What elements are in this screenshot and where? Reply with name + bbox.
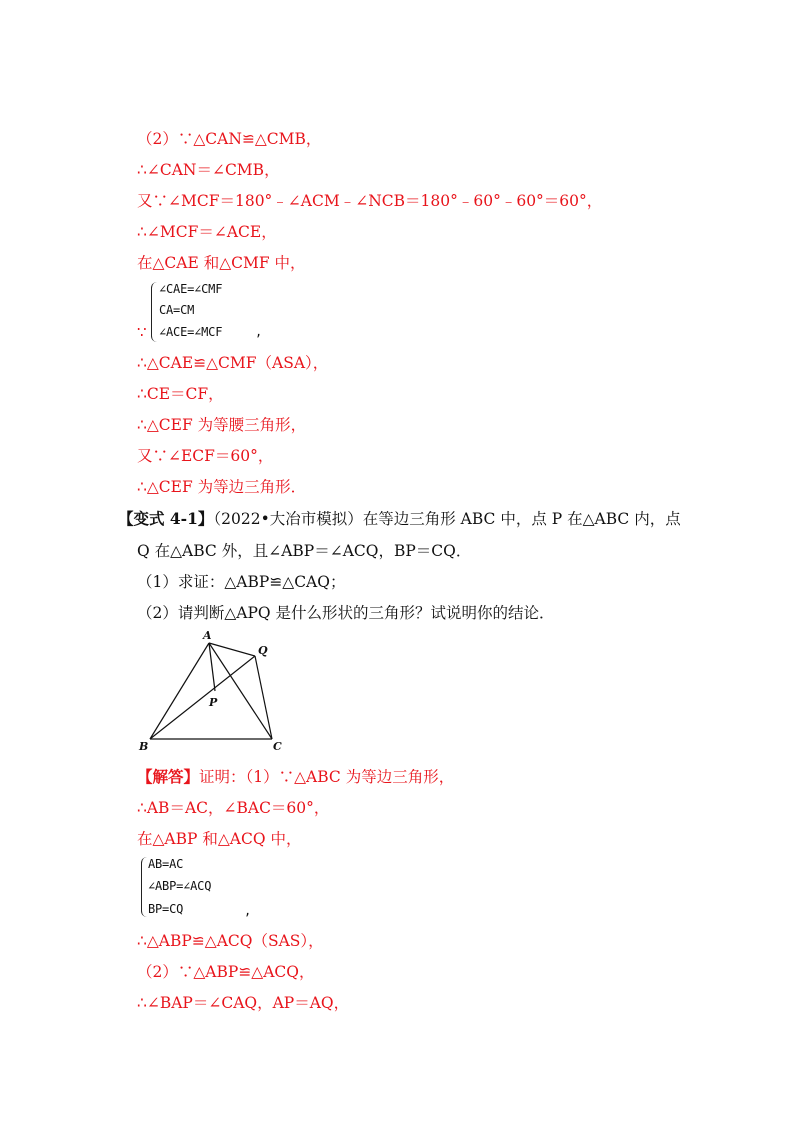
segment-ab <box>150 643 209 739</box>
condition-1: ∠CAE=∠CMF <box>159 282 223 296</box>
solution-line-5: 在△CAE 和△CMF 中， <box>137 254 306 272</box>
condition-end-comma: , <box>244 904 252 918</box>
label-b: B <box>139 740 149 753</box>
answer-line-1 <box>137 767 454 787</box>
solution-line-3: 又∵∠MCF＝180°﹣∠ACM﹣∠NCB＝180°﹣60°﹣60°＝60°， <box>137 192 603 210</box>
condition-2: ∠ABP=∠ACQ <box>148 879 212 893</box>
problem-line-2: Q 在△ABC 外，且∠ABP＝∠ACQ，BP＝CQ． <box>137 542 472 560</box>
solution-line-10: ∴△CEF 为等边三角形． <box>137 478 307 496</box>
solution-line-8: ∴△CEF 为等腰三角形， <box>137 416 307 434</box>
condition-2: CA=CM <box>159 303 195 317</box>
label-p: P <box>209 696 218 709</box>
solution-line-7: ∴CE＝CF， <box>137 385 224 403</box>
answer-line-2: ∴AB＝AC，∠BAC＝60°， <box>137 799 330 817</box>
condition-3: ∠ACE=∠MCF <box>159 325 223 339</box>
solution-line-6: ∴△CAE≌△CMF（ASA）， <box>137 354 329 372</box>
condition-1: AB=AC <box>148 857 184 871</box>
answer-line-6: ∴∠BAP＝∠CAQ，AP＝AQ， <box>137 994 350 1012</box>
answer-text-1: 证明：（1）∵△ABC 为等边三角形， <box>199 768 455 786</box>
problem-text-1: （2022•大冶市模拟）在等边三角形 ABC 中，点 P 在△ABC 内，点 <box>213 510 681 528</box>
question-1: （1）求证：△ABP≌△CAQ； <box>137 573 346 591</box>
label-c: C <box>273 740 282 753</box>
triangle-figure <box>137 628 297 757</box>
label-a: A <box>203 629 212 642</box>
segment-bq <box>150 656 255 739</box>
label-q: Q <box>258 644 268 657</box>
problem-line-1 <box>118 509 681 529</box>
solution-line-2: ∴∠CAN＝∠CMB， <box>137 161 280 179</box>
problem-tag: 【变式 4-1】 <box>118 509 214 528</box>
solution-line-1: （2）∵△CAN≌△CMB， <box>137 130 322 148</box>
condition-end-comma: , <box>255 325 263 339</box>
triangle-diagram <box>137 628 297 753</box>
condition-3: BP=CQ <box>148 902 184 916</box>
answer-line-3: 在△ABP 和△ACQ 中， <box>137 830 302 848</box>
question-2: （2）请判断△APQ 是什么形状的三角形？试说明你的结论． <box>137 604 555 622</box>
answer-line-5: （2）∵△ABP≌△ACQ， <box>137 963 315 981</box>
answer-tag: 【解答】 <box>137 767 200 786</box>
because-symbol: ∵ <box>137 323 147 341</box>
solution-line-4: ∴∠MCF＝∠ACE， <box>137 223 277 241</box>
solution-line-9: 又∵∠ECF＝60°， <box>137 447 274 465</box>
answer-line-4: ∴△ABP≌△ACQ（SAS）， <box>137 932 324 950</box>
